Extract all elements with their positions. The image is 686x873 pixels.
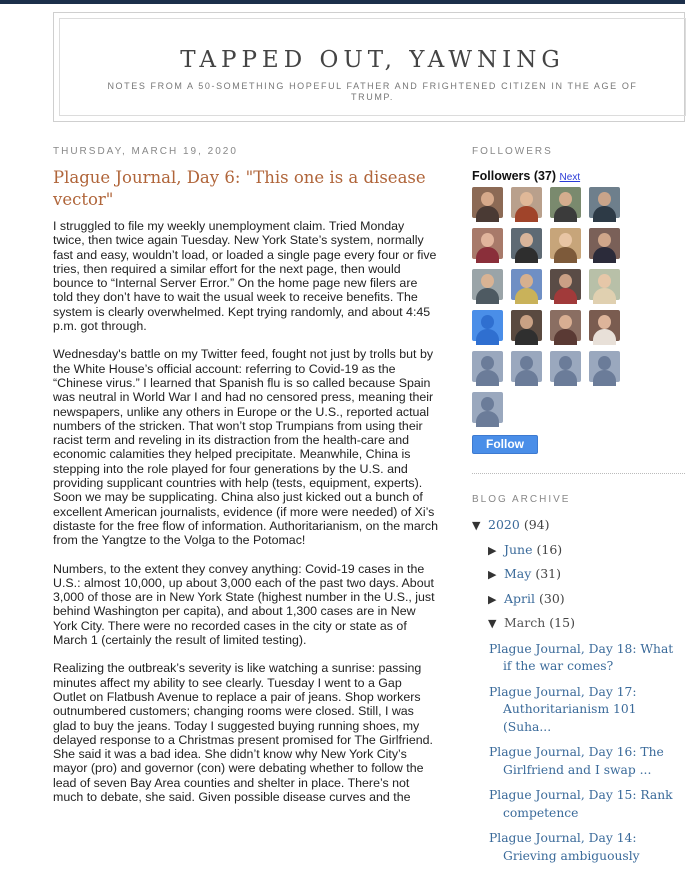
- avatar-face: [481, 192, 494, 206]
- caret-down-icon[interactable]: ▼: [472, 519, 481, 532]
- avatar-body: [554, 370, 577, 386]
- archive-year-2020: [472, 517, 685, 542]
- avatar-face: [481, 274, 494, 288]
- post-title[interactable]: Plague Journal, Day 6: "This one is a disease vector": [53, 168, 426, 209]
- follower-avatar[interactable]: [550, 310, 581, 341]
- post-paragraph: Wednesday's battle on my Twitter feed, fought not just by trolls but by the White House’s official account: referring to Covid-19 as the “Chinese virus.” I learned that Spanish flu is so called because Spain was neutral in World War I and had no censored press, meaning their newspapers, unlike any others in Europe or the U.S., reported actual numbers of the stricken. That won’t stop Trumpians from using their racist term and reveling in its distraction from the health-care and economic calamities they helped precipitate. Meanwhile, China is stepping into the role played for four generations by the U.S. and providing supplicant countries with help (tests, equipment, experts). Soon we may be supplicating. China also just kicked out a bunch of excellent American journalists, evidence (if more were needed) of Xi’s distaste for the free flow of information. Authoritarianism, on the march from the Yangtze to the Volga to the Potomac!: [53, 347, 438, 548]
- blog-archive: [472, 517, 685, 865]
- archive-post-link[interactable]: Plague Journal, Day 18: What if the war comes?: [489, 641, 674, 673]
- follower-avatar[interactable]: [589, 228, 620, 259]
- avatar-face: [520, 192, 533, 206]
- follower-avatar[interactable]: [472, 269, 503, 300]
- follower-avatar[interactable]: [550, 228, 581, 259]
- avatar-body: [593, 329, 616, 345]
- avatar-face: [559, 356, 572, 370]
- avatar-body: [515, 247, 538, 263]
- follower-avatar[interactable]: [550, 269, 581, 300]
- archive-month-link[interactable]: May: [504, 566, 532, 581]
- archive-month-count: (16): [536, 541, 563, 557]
- post-body: [53, 219, 438, 804]
- follower-avatar[interactable]: [550, 351, 581, 382]
- avatar-face: [520, 233, 533, 247]
- avatar-face: [598, 315, 611, 329]
- post-paragraph: Numbers, to the extent they convey anything: Covid-19 cases in the U.S.: almost 10,000, up about 3,000 each of the past two days. About 3,000 of those are in New York State (highest number in the U.S., just behind Washington per capita), and about 1,300 cases are in New York City. There were no recorded cases in the city or state as of March 1 (certainly the result of limited testing).: [53, 561, 435, 648]
- avatar-body: [554, 206, 577, 222]
- follower-avatar[interactable]: [589, 187, 620, 218]
- avatar-face: [481, 233, 494, 247]
- caret-right-icon[interactable]: ▶: [488, 568, 497, 581]
- sidebar-divider: [472, 473, 685, 474]
- follower-avatar[interactable]: [472, 351, 503, 382]
- avatar-body: [593, 247, 616, 263]
- post-date: THURSDAY, MARCH 19, 2020: [53, 146, 238, 157]
- blog-header-inner: [59, 18, 686, 116]
- blog-title[interactable]: TAPPED OUT, YAWNING: [180, 47, 565, 73]
- archive-heading: BLOG ARCHIVE: [472, 494, 571, 505]
- avatar-body: [476, 411, 499, 427]
- follower-avatar[interactable]: [472, 310, 503, 341]
- follower-avatar[interactable]: [589, 269, 620, 300]
- follower-avatar[interactable]: [472, 228, 503, 259]
- avatar-body: [515, 370, 538, 386]
- archive-post-link[interactable]: Plague Journal, Day 16: The Girlfriend and I swap ...: [489, 745, 664, 777]
- avatar-body: [476, 329, 499, 345]
- top-bar: [0, 0, 685, 4]
- avatar-face: [598, 233, 611, 247]
- follower-avatar[interactable]: [589, 310, 620, 341]
- avatar-face: [598, 192, 611, 206]
- follower-avatar[interactable]: [472, 392, 503, 423]
- archive-month-link[interactable]: June: [504, 541, 533, 557]
- caret-down-icon[interactable]: ▼: [488, 617, 497, 630]
- archive-month-current[interactable]: March: [504, 615, 546, 630]
- followers-label: Followers (37): [472, 169, 557, 183]
- follower-avatar[interactable]: [511, 228, 542, 259]
- avatar-body: [476, 247, 499, 263]
- follower-avatar[interactable]: [589, 351, 620, 382]
- archive-month-may: [472, 566, 685, 591]
- followers-count: [472, 169, 685, 183]
- avatar-body: [476, 206, 499, 222]
- avatar-face: [520, 315, 533, 329]
- archive-year-count: (94): [523, 517, 550, 532]
- archive-post-link[interactable]: Plague Journal, Day 14: Grieving ambiguously: [489, 831, 640, 863]
- archive-year-link[interactable]: 2020: [488, 517, 520, 532]
- archive-month-june: [472, 542, 685, 567]
- blog-header: [53, 12, 685, 122]
- avatar-body: [515, 288, 538, 304]
- avatar-face: [559, 192, 572, 206]
- avatar-face: [481, 315, 494, 329]
- avatar-face: [598, 356, 611, 370]
- avatar-body: [476, 288, 499, 304]
- followers-grid: [472, 187, 657, 423]
- archive-month-april: [472, 591, 685, 616]
- archive-post-list: [472, 641, 685, 866]
- archive-month-count: (30): [539, 590, 565, 606]
- avatar-face: [598, 274, 611, 288]
- follower-avatar[interactable]: [550, 187, 581, 218]
- archive-post-link[interactable]: Plague Journal, Day 17: Authoritarianism 101 (Suha...: [489, 684, 637, 734]
- main-column: [53, 146, 438, 818]
- followers-next-link[interactable]: Next: [559, 172, 581, 183]
- avatar-body: [593, 206, 616, 222]
- avatar-body: [554, 288, 577, 304]
- sidebar: [472, 146, 685, 873]
- blog-description: NOTES FROM A 50-SOMETHING HOPEFUL FATHER AND FRIGHTENED CITIZEN IN THE AGE OF TRUMP.: [107, 81, 638, 102]
- avatar-face: [559, 315, 572, 329]
- follower-avatar[interactable]: [511, 269, 542, 300]
- archive-month-count: (15): [549, 615, 575, 630]
- avatar-face: [559, 233, 572, 247]
- avatar-body: [515, 206, 538, 222]
- avatar-body: [476, 370, 499, 386]
- follower-avatar[interactable]: [511, 310, 542, 341]
- avatar-body: [554, 329, 577, 345]
- archive-post-link[interactable]: Plague Journal, Day 15: Rank competence: [489, 788, 673, 820]
- archive-month-count: (31): [535, 566, 561, 581]
- post-paragraph: Realizing the outbreak’s severity is like watching a sunrise: passing minutes affect my ability to see clearly. Tuesday I went to a Gap Outlet on Flatbush Avenue to replace a pair of jeans. Shop workers outnumbered customers; changing rooms were closed. Still, I was glad to buy the jeans. Today I suggested buying running shoes, my delayed response to a Christmas present promised for The Girlfriend. She said it was a bad idea. She didn’t know why New York City’s mayor (pro) and governor (con) were debating whether to follow the lead of seven Bay Area counties and shelter in place. There’s not much to debate, she said. Given possible disease curves and the: [53, 661, 433, 804]
- caret-right-icon[interactable]: ▶: [488, 543, 497, 557]
- avatar-face: [481, 356, 494, 370]
- archive-month-march: [472, 615, 685, 640]
- avatar-face: [481, 397, 494, 411]
- avatar-face: [520, 356, 533, 370]
- avatar-face: [559, 274, 572, 288]
- avatar-body: [593, 288, 616, 304]
- avatar-face: [520, 274, 533, 288]
- avatar-body: [593, 370, 616, 386]
- post-paragraph: I struggled to file my weekly unemployment claim. Tried Monday twice, then twice again Tuesday. New York State’s system, normally fast and easy, wouldn’t load, or loaded a single page every four or five tries, then required a similar effort for the next page, then would bounce to “Internal Server Error.” On the home page new filers are told they don’t have to wait the usual week to receive benefits. The system is clearly overwhelmed. Kept trying randomly, and about 4:45 p.m. got through.: [53, 219, 437, 334]
- follower-avatar[interactable]: [511, 351, 542, 382]
- archive-month-link[interactable]: April: [504, 590, 535, 606]
- avatar-body: [554, 247, 577, 263]
- followers-heading: FOLLOWERS: [472, 146, 553, 157]
- follow-button[interactable]: Follow: [472, 435, 538, 454]
- follower-avatar[interactable]: [511, 187, 542, 218]
- caret-right-icon[interactable]: ▶: [488, 592, 497, 606]
- follower-avatar[interactable]: [472, 187, 503, 218]
- avatar-body: [515, 329, 538, 345]
